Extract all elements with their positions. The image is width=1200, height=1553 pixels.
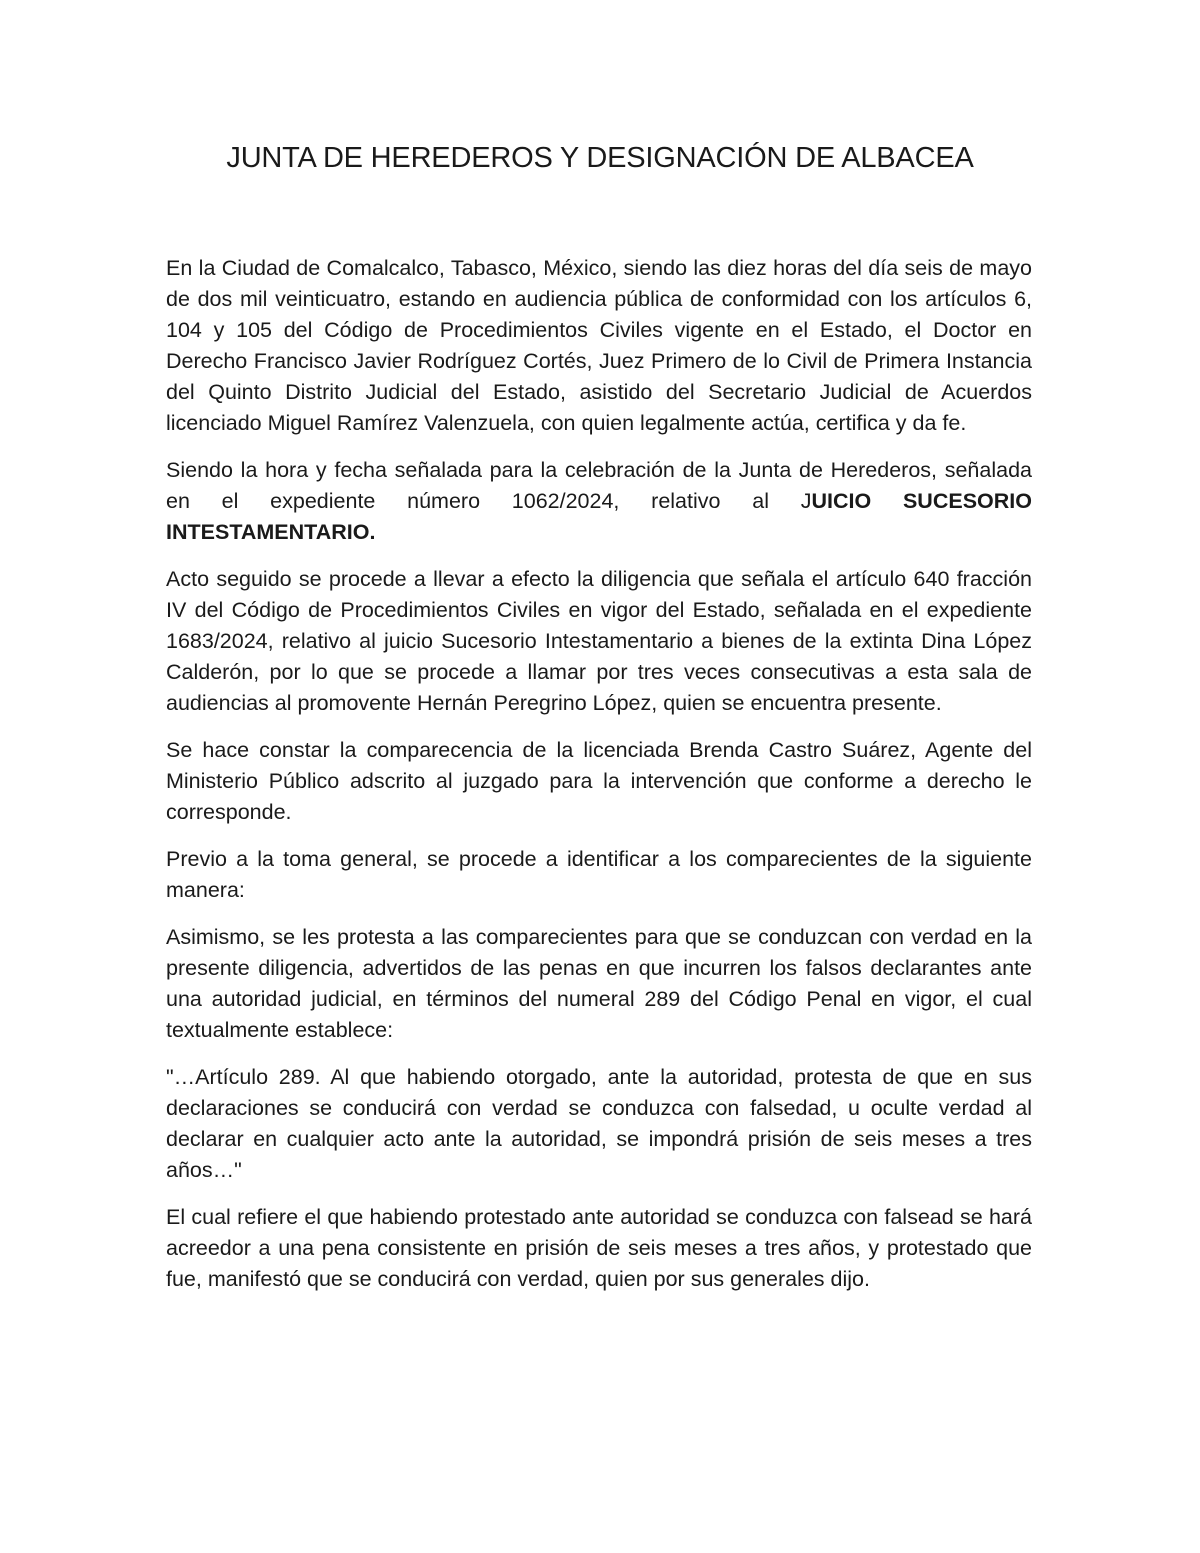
case-reference-text: Siendo la hora y fecha señalada para la celebración de la Junta de Herederos, señalada en el expediente número 1062/2024, relativo al J: [166, 458, 1032, 513]
case-type-bold: UICIO SUCESORIO INTESTAMENTARIO.: [166, 489, 1032, 544]
paragraph-article-quote: "…Artículo 289. Al que habiendo otorgado, ante la autoridad, protesta de que en sus declaraciones se conducirá con verdad se conduzca con falsedad, u oculte verdad al declarar en cualquier acto ante la autoridad, se impondrá prisión de seis meses a tres años…": [166, 1065, 1032, 1182]
paragraph-diligence: Acto seguido se procede a llevar a efecto la diligencia que señala el artículo 640 fracción IV del Código de Procedimientos Civiles en vigor del Estado, señalada en el expediente 1683/2024, relativo al juicio Sucesorio Intestamentario a bienes de la extinta Dina López Calderón, por lo que se procede a llamar por tres veces consecutivas a esta sala de audiencias al promovente Hernán Peregrino López, quien se encuentra presente.: [166, 567, 1032, 715]
document-title: JUNTA DE HEREDEROS Y DESIGNACIÓN DE ALBACEA: [226, 142, 974, 174]
paragraph-closing: El cual refiere el que habiendo protestado ante autoridad se conduzca con falsead se hará acreedor a una pena consistente en prisión de seis meses a tres años, y protestado que fue, manifestó que se conducirá con verdad, quien por sus generales dijo.: [166, 1205, 1032, 1291]
paragraph-identification: Previo a la toma general, se procede a identificar a los comparecientes de la siguiente manera:: [166, 847, 1032, 902]
paragraph-appearance: Se hace constar la comparecencia de la licenciada Brenda Castro Suárez, Agente del Ministerio Público adscrito al juzgado para la intervención que conforme a derecho le corresponde.: [166, 738, 1032, 824]
document-body: [166, 253, 1032, 1311]
paragraph-case-reference: [166, 455, 1032, 548]
paragraph-opening: En la Ciudad de Comalcalco, Tabasco, México, siendo las diez horas del día seis de mayo de dos mil veinticuatro, estando en audiencia pública de conformidad con los artículos 6, 104 y 105 del Código de Procedimientos Civiles vigente en el Estado, el Doctor en Derecho Francisco Javier Rodríguez Cortés, Juez Primero de lo Civil de Primera Instancia del Quinto Distrito Judicial del Estado, asistido del Secretario Judicial de Acuerdos licenciado Miguel Ramírez Valenzuela, con quien legalmente actúa, certifica y da fe.: [166, 256, 1032, 435]
paragraph-protest: Asimismo, se les protesta a las comparecientes para que se conduzcan con verdad en la presente diligencia, advertidos de las penas en que incurren los falsos declarantes ante una autoridad judicial, en términos del numeral 289 del Código Penal en vigor, el cual textualmente establece:: [166, 925, 1032, 1042]
